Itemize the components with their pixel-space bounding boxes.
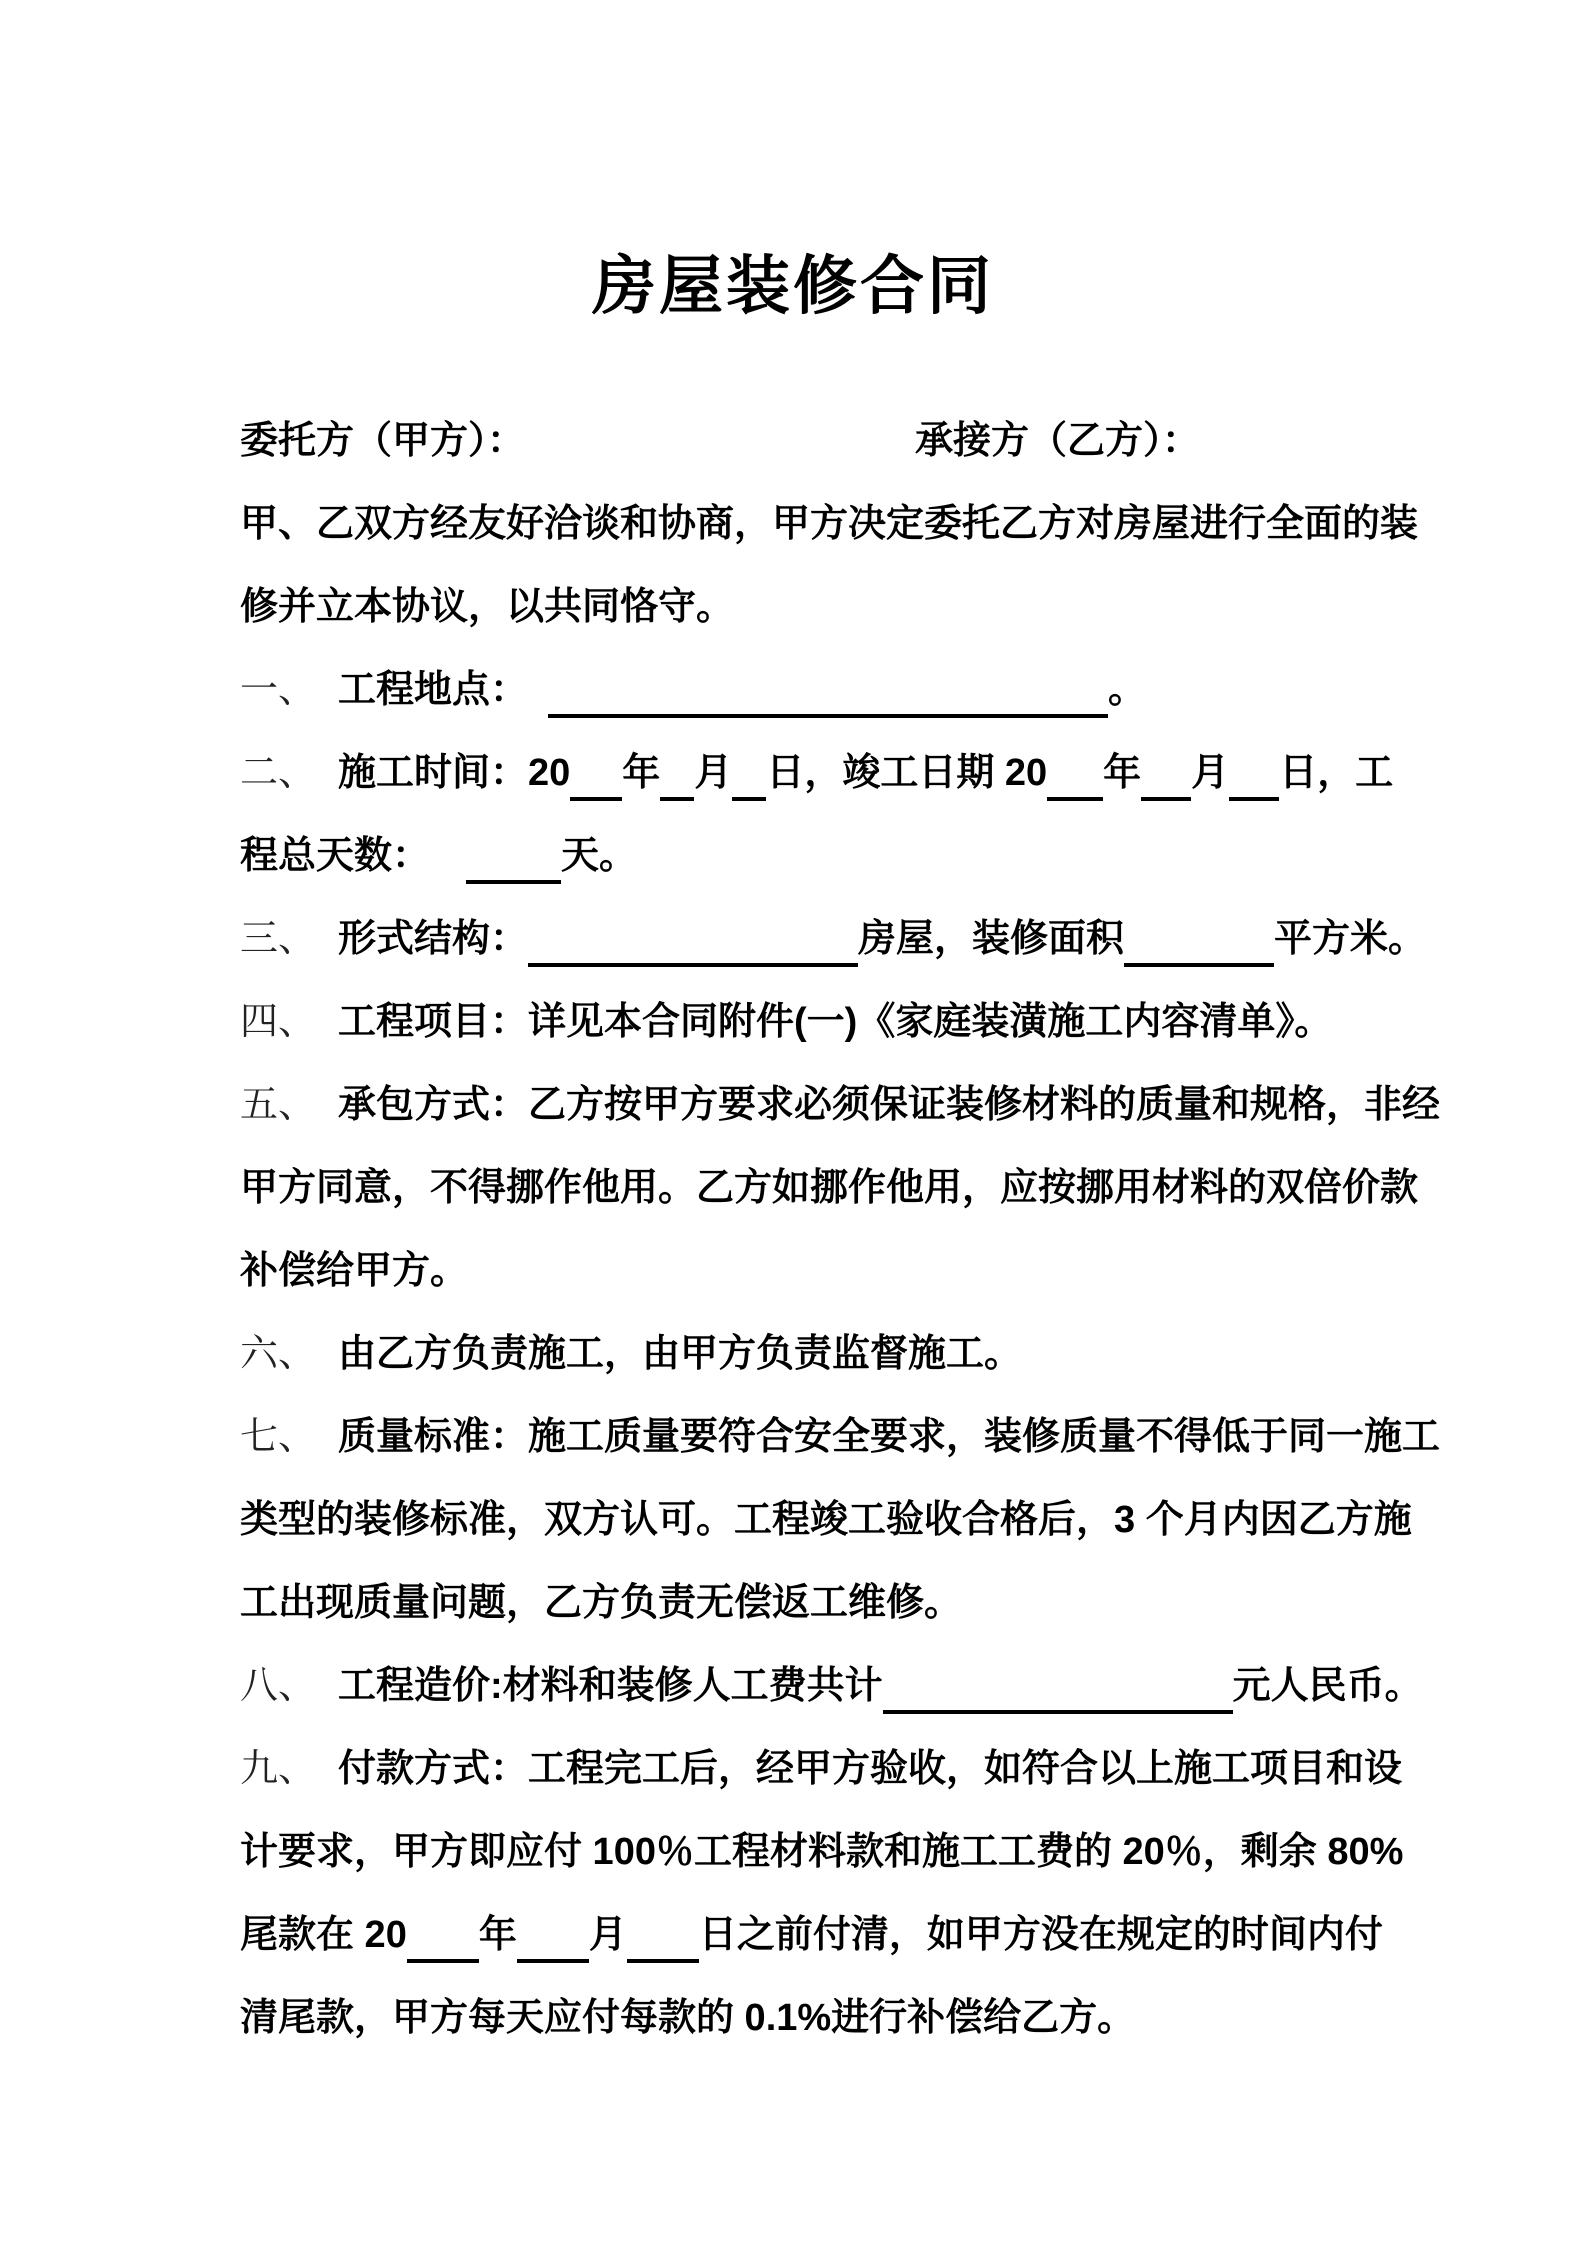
- clause-text: 元人民币。: [1232, 1665, 1423, 1707]
- underline-blank: [570, 785, 622, 801]
- contract-line: [240, 1147, 1419, 1230]
- clause-text: 付款方式：工程完工后，经甲方验收，如符合以上施工项目和设: [338, 1748, 1403, 1790]
- clause-text: 清尾款，甲方每天应付每款的 0.1%进行补偿给乙方。: [240, 1997, 1136, 2039]
- contract-line: [240, 566, 1415, 649]
- contract-line: [240, 732, 1415, 815]
- spacer: [528, 701, 548, 702]
- clause-text: 承包方式：乙方按甲方要求必须保证装修材料的质量和规格，非经: [338, 1084, 1441, 1126]
- underline-blank: [1229, 785, 1279, 801]
- clause-text: 工程造价:材料和装修人工费共计: [338, 1665, 883, 1707]
- clause-text: 日，工: [1279, 752, 1394, 794]
- clause-text: 日，竣工日期 20: [766, 752, 1048, 794]
- underline-blank: [660, 785, 694, 801]
- contract-line: [240, 1728, 1415, 1811]
- document-title: 房屋装修合同: [592, 250, 994, 322]
- clause-text: 年: [478, 1914, 517, 1956]
- clause-text: 由乙方负责施工，由甲方负责监督施工。: [338, 1333, 1023, 1375]
- underline-blank: [1047, 785, 1103, 801]
- clause-number: 六、: [240, 1333, 317, 1375]
- clause-text: 月: [694, 752, 733, 794]
- underline-blank: [1124, 951, 1274, 967]
- clause-text: 平方米。: [1274, 918, 1427, 960]
- contract-line: [240, 1396, 1441, 1479]
- contract-line: [240, 483, 1419, 566]
- clause-text: 程总天数：: [240, 835, 431, 877]
- clause-text: 施工时间：20: [338, 752, 571, 794]
- clause-text: 形式结构：: [338, 918, 529, 960]
- clause-number: 一、: [240, 669, 317, 711]
- contract-line: [240, 815, 1415, 898]
- underline-blank: [883, 1698, 1233, 1714]
- contract-line: [240, 1230, 1415, 1313]
- contract-line: [240, 400, 1415, 483]
- clause-number: 五、: [240, 1084, 317, 1126]
- contract-line: [240, 1479, 1415, 1562]
- contract-line: [240, 1811, 1415, 1894]
- clause-text: 年: [1103, 752, 1142, 794]
- underline-blank: [627, 1947, 699, 1963]
- clause-text: 计要求，甲方即应付 100％工程材料款和施工工费的 20％，剩余 80%: [240, 1831, 1404, 1873]
- clause-text: 月: [1191, 752, 1230, 794]
- clause-text: 日之前付清，如甲方没在规定的时间内付: [698, 1914, 1383, 1956]
- contract-line: [240, 1313, 1415, 1396]
- underline-blank: [1141, 785, 1191, 801]
- contract-line: [240, 1894, 1415, 1977]
- clause-text: 年: [622, 752, 661, 794]
- underline-blank: [466, 868, 561, 884]
- underline-blank: [517, 1947, 589, 1963]
- document-body: [240, 400, 1441, 2060]
- underline-blank: [528, 951, 858, 967]
- clause-text: 甲方同意，不得挪作他用。乙方如挪作他用，应按挪用材料的双倍价款: [240, 1167, 1419, 1209]
- spacer: [525, 452, 915, 453]
- clause-number: 七、: [240, 1416, 317, 1458]
- clause-text: 委托方（甲方）：: [240, 420, 526, 462]
- clause-text: 工程地点：: [338, 669, 529, 711]
- clause-text: 类型的装修标准，双方认可。工程竣工验收合格后，3 个月内因乙方施: [240, 1499, 1412, 1541]
- contract-line: [240, 649, 1415, 732]
- clause-text: 月: [588, 1914, 627, 1956]
- clause-number: 四、: [240, 1001, 317, 1043]
- clause-text: 工程项目：详见本合同附件(一)《家庭装潢施工内容清单》。: [338, 1001, 1333, 1043]
- clause-text: 质量标准：施工质量要符合安全要求，装修质量不得低于同一施工: [338, 1416, 1441, 1458]
- clause-number: 三、: [240, 918, 317, 960]
- clause-number: 九、: [240, 1748, 317, 1790]
- spacer: [430, 867, 466, 868]
- underline-blank: [407, 1947, 479, 1963]
- clause-text: 补偿给甲方。: [240, 1250, 469, 1292]
- contract-line: [240, 1064, 1441, 1147]
- contract-line: [240, 1645, 1423, 1728]
- clause-text: 修并立本协议，以共同恪守。: [240, 586, 735, 628]
- underline-blank: [732, 785, 766, 801]
- clause-text: 天。: [561, 835, 638, 877]
- clause-text: 工出现质量问题，乙方负责无偿返工维修。: [240, 1582, 963, 1624]
- contract-line: [240, 981, 1415, 1064]
- clause-text: 。: [1108, 669, 1147, 711]
- clause-number: 八、: [240, 1665, 317, 1707]
- contract-line: [240, 1562, 1415, 1645]
- clause-text: 房屋，装修面积: [858, 918, 1125, 960]
- underline-blank: [548, 702, 1108, 718]
- clause-text: 承接方（乙方）：: [915, 420, 1201, 462]
- clause-text: 甲、乙双方经友好洽谈和协商，甲方决定委托乙方对房屋进行全面的装: [240, 503, 1419, 545]
- contract-line: [240, 898, 1427, 981]
- contract-line: [240, 1977, 1415, 2060]
- clause-number: 二、: [240, 752, 317, 794]
- clause-text: 尾款在 20: [240, 1914, 407, 1956]
